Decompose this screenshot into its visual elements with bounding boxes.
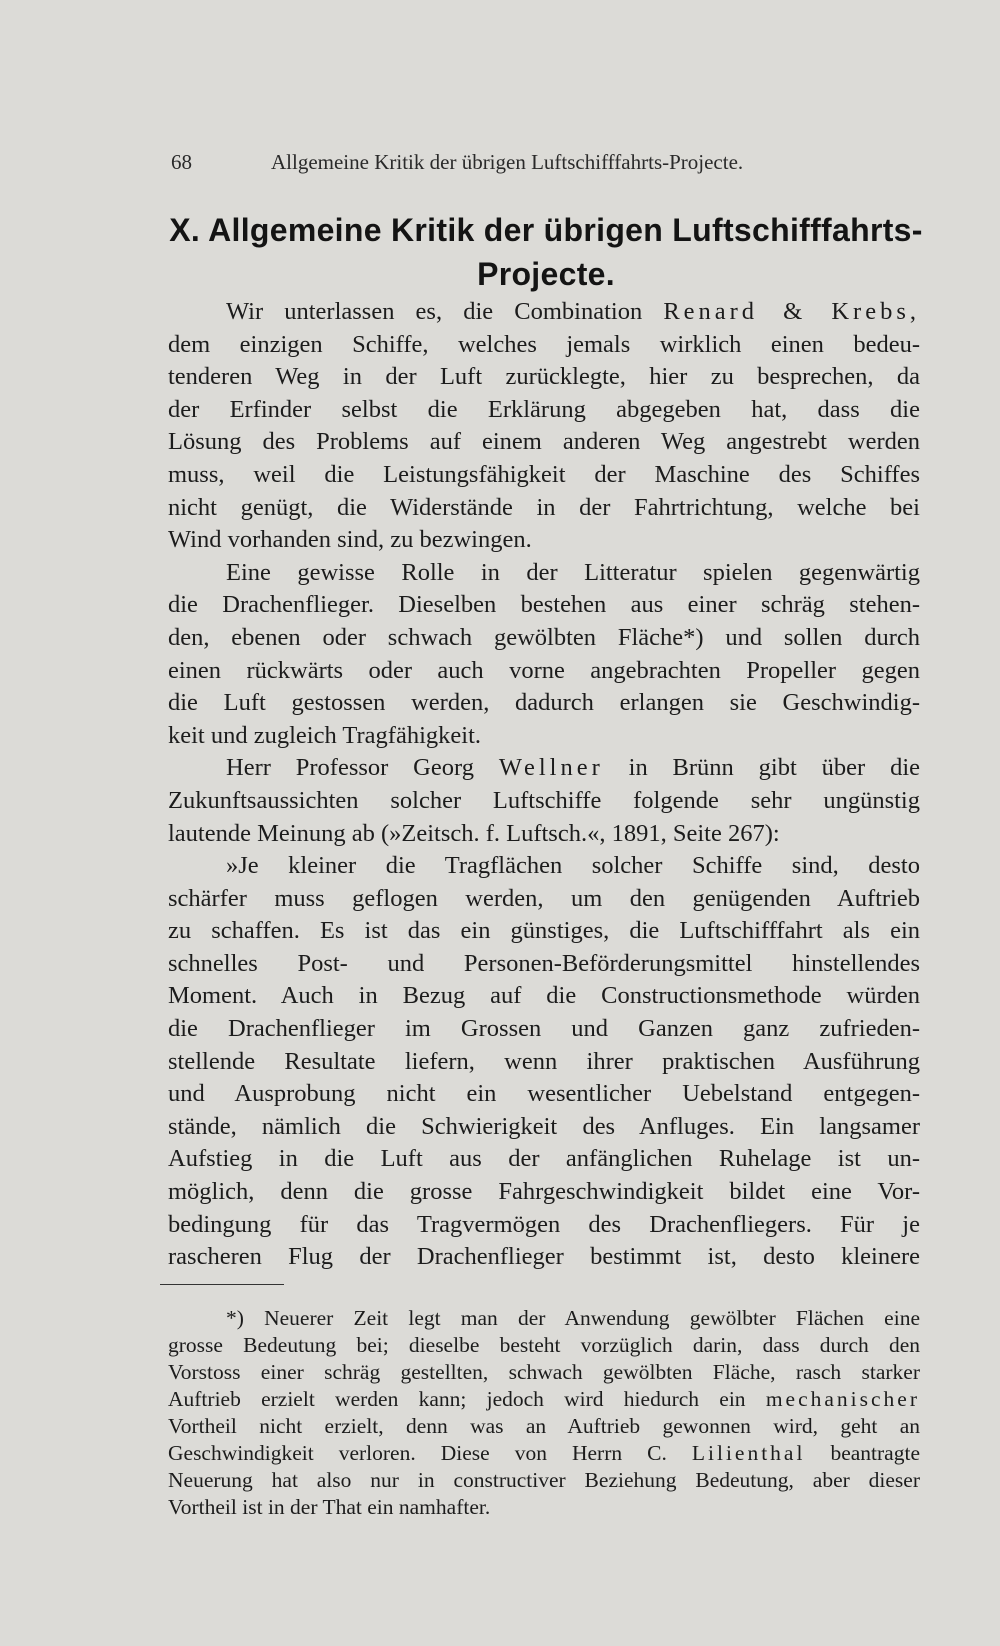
- footnote-line: [168, 1440, 920, 1467]
- text-line: Lösung des Problems auf einem anderen Weg angestrebt werden: [168, 428, 920, 456]
- footnote-line: Neuerung hat also nur in constructiver Beziehung Bedeutung, aber dieser: [168, 1468, 920, 1492]
- spaced-name: Lilienthal: [691, 1441, 806, 1465]
- footnote-paragraph: [168, 1305, 920, 1521]
- page-number: 68: [171, 150, 192, 174]
- text-line: tenderen Weg in der Luft zurücklegte, hier zu besprechen, da: [168, 363, 920, 391]
- running-title: Allgemeine Kritik der übrigen Luftschifffahrts-Projecte.: [271, 150, 744, 174]
- text-line: Moment. Auch in Bezug auf die Constructionsmethode würden: [168, 982, 920, 1010]
- text-line: den, ebenen oder schwach gewölbten Fläche*) und sollen durch: [168, 623, 920, 651]
- text-line: die Drachenflieger im Grossen und Ganzen ganz zufrieden-: [168, 1015, 920, 1043]
- spaced-names: Renard & Krebs,: [663, 298, 920, 325]
- text-span: in Brünn gibt über die: [603, 754, 920, 782]
- chapter-title-line-1: X. Allgemeine Kritik der übrigen Luftschifffahrts-: [169, 212, 923, 248]
- text-span: Auftrieb erzielt werden kann; jedoch wird hiedurch ein: [168, 1387, 766, 1411]
- text-line: stände, nämlich die Schwierigkeit des Anfluges. Ein langsamer: [168, 1112, 920, 1140]
- text-line: lautende Meinung ab (»Zeitsch. f. Luftsch.«, 1891, Seite 267):: [168, 819, 780, 847]
- text-line: rascheren Flug der Drachenflieger bestimmt ist, desto kleinere: [168, 1243, 920, 1271]
- text-line: und Ausprobung nicht ein wesentlicher Uebelstand entgegen-: [168, 1080, 920, 1108]
- spaced-name: Wellner: [498, 754, 604, 782]
- text-line: möglich, denn die grosse Fahrgeschwindigkeit bildet eine Vor-: [168, 1178, 920, 1206]
- footnote-line: *) Neuerer Zeit legt man der Anwendung gewölbter Flächen eine: [226, 1306, 920, 1330]
- body-text: [168, 296, 920, 1274]
- footnote-line: Vortheil ist in der That ein namhafter.: [168, 1495, 491, 1519]
- footnote: [168, 1305, 920, 1521]
- text-line: Aufstieg in die Luft aus der anfänglichen Ruhelage ist un-: [168, 1145, 920, 1173]
- text-line: stellende Resultate liefern, wenn ihrer praktischen Ausführung: [168, 1047, 920, 1075]
- text-line: der Erfinder selbst die Erklärung abgegeben hat, dass die: [168, 395, 920, 423]
- spaced-word: mechanischer: [765, 1387, 920, 1411]
- text-span: Wir unterlassen es, die Combination: [226, 298, 664, 325]
- text-line: schärfer muss geflogen werden, um den genügenden Auftrieb: [168, 884, 920, 912]
- footnote-line: grosse Bedeutung bei; dieselbe besteht vorzüglich darin, dass durch den: [168, 1333, 920, 1357]
- footnote-line: Vortheil nicht erzielt, denn was an Auftrieb gewonnen wird, geht an: [168, 1414, 920, 1438]
- text-span: beantragte: [805, 1441, 920, 1465]
- text-span: Herr Professor Georg: [226, 754, 499, 782]
- text-line: dem einzigen Schiffe, welches jemals wirklich einen bedeu-: [168, 330, 920, 358]
- running-header: [171, 150, 871, 175]
- paragraph-4-quote: [168, 850, 920, 1274]
- text-line: schnelles Post- und Personen-Beförderungsmittel hinstellendes: [168, 949, 920, 977]
- text-line: Zukunftsaussichten solcher Luftschiffe folgende sehr ungünstig: [168, 786, 920, 814]
- paragraph-2: [168, 557, 920, 753]
- footnote-line: [168, 1386, 920, 1413]
- text-line: bedingung für das Tragvermögen des Drachenfliegers. Für je: [168, 1210, 920, 1238]
- text-line: die Drachenflieger. Dieselben bestehen aus einer schräg stehen-: [168, 591, 920, 619]
- paragraph-1: [168, 296, 920, 557]
- text-line: die Luft gestossen werden, dadurch erlangen sie Geschwindig-: [168, 689, 920, 717]
- footnote-divider: [160, 1284, 284, 1285]
- chapter-title-line-2: Projecte.: [477, 256, 615, 292]
- text-line: Wind vorhanden sind, zu bezwingen.: [168, 526, 532, 554]
- text-line: [168, 752, 920, 785]
- text-line: »Je kleiner die Tragflächen solcher Schiffe sind, desto: [226, 852, 920, 880]
- text-line: nicht genügt, die Widerstände in der Fahrtrichtung, welche bei: [168, 493, 920, 521]
- text-line: einen rückwärts oder auch vorne angebrachten Propeller gegen: [168, 656, 920, 684]
- text-line: zu schaffen. Es ist das ein günstiges, die Luftschifffahrt als ein: [168, 917, 920, 945]
- text-line: [168, 296, 920, 329]
- text-span: Geschwindigkeit verloren. Diese von Herrn C.: [168, 1441, 692, 1465]
- text-line: Eine gewisse Rolle in der Litteratur spielen gegenwärtig: [226, 558, 920, 586]
- footnote-line: Vorstoss einer schräg gestellten, schwach gewölbten Fläche, rasch starker: [168, 1360, 920, 1384]
- text-line: muss, weil die Leistungsfähigkeit der Maschine des Schiffes: [168, 460, 920, 488]
- text-line: keit und zugleich Tragfähigkeit.: [168, 721, 481, 749]
- paragraph-3: [168, 752, 920, 850]
- chapter-title: [168, 208, 924, 296]
